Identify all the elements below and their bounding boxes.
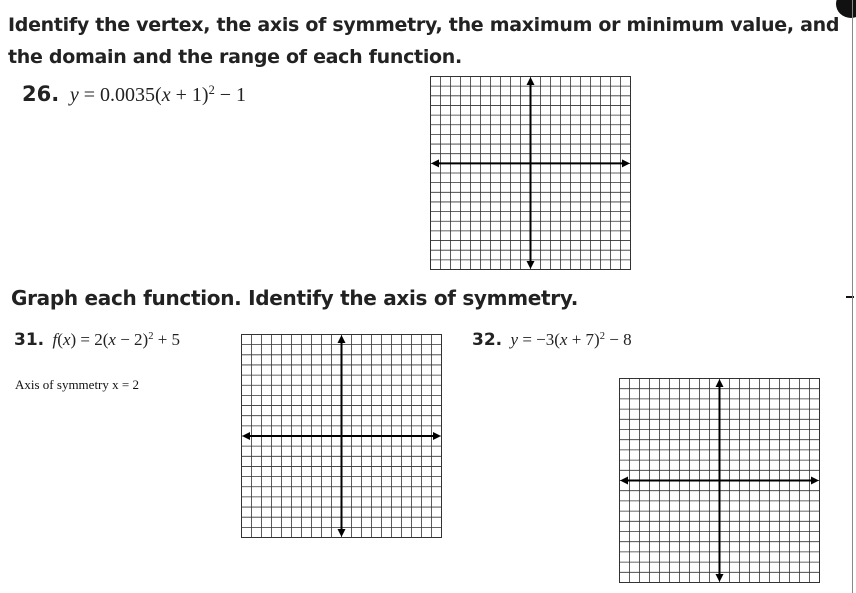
- instruction-line-1: Identify the vertex, the axis of symmetry, the maximum or minimum value, and: [8, 14, 840, 36]
- x-axis-left-arrow-26: [431, 159, 439, 167]
- y-axis-top-arrow-31: [338, 335, 346, 343]
- problem-26-equation: $y = 0.0035(x + 1)^2 - 1$: [69, 83, 247, 106]
- page-edge-line: [852, 0, 853, 593]
- problem-32-number: 32.: [472, 330, 503, 350]
- graph-grid-31[interactable]: [241, 334, 442, 538]
- problem-31-equation: $f(x) = 2(x - 2)^2 + 5$: [52, 330, 181, 349]
- graph-grid-26[interactable]: [430, 76, 631, 270]
- y-axis-bottom-arrow-31: [338, 529, 346, 537]
- x-axis-right-arrow-31: [433, 432, 441, 440]
- problem-31-number: 31.: [14, 330, 45, 350]
- problem-32: [472, 330, 632, 350]
- x-axis-left-arrow-32: [620, 477, 628, 485]
- problem-26-number: 26.: [22, 82, 60, 106]
- problem-31: [14, 330, 180, 350]
- x-axis-right-arrow-26: [622, 159, 630, 167]
- problem-26: [22, 82, 246, 107]
- axis-of-symmetry-answer[interactable]: Axis of symmetry x = 2: [15, 377, 139, 392]
- y-axis-top-arrow-26: [527, 77, 535, 85]
- x-axis-left-arrow-31: [242, 432, 250, 440]
- y-axis-bottom-arrow-32: [716, 574, 724, 582]
- y-axis-top-arrow-32: [716, 379, 724, 387]
- graph-section-heading: Graph each function. Identify the axis of symmetry.: [11, 286, 579, 310]
- graph-grid-32[interactable]: [619, 378, 820, 583]
- problem-32-equation: $y = -3(x + 7)^2 - 8$: [510, 330, 632, 349]
- x-axis-right-arrow-32: [811, 477, 819, 485]
- instruction-line-2: the domain and the range of each function.: [8, 46, 462, 68]
- y-axis-bottom-arrow-26: [527, 261, 535, 269]
